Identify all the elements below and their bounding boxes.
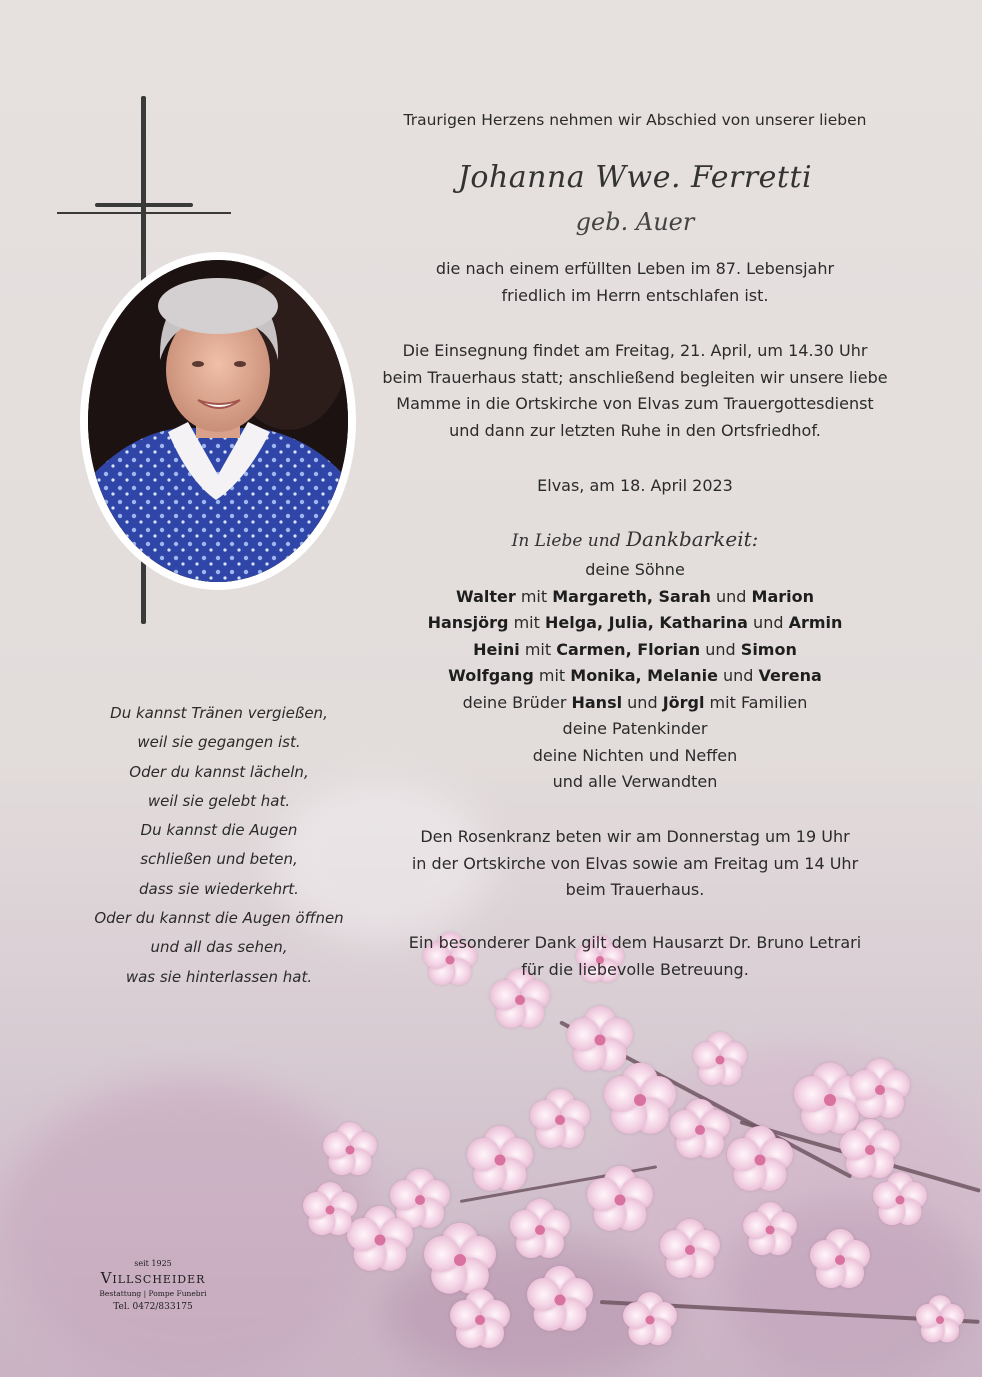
family-member-name: Hansjörg xyxy=(427,613,509,632)
family-text: und xyxy=(717,666,759,685)
logo-subtitle: Bestattung | Pompe Funebri xyxy=(99,1289,207,1298)
thanks-text xyxy=(380,930,890,983)
family-line xyxy=(380,584,890,611)
family-list xyxy=(380,557,890,796)
maiden-name: geb. Auer xyxy=(575,208,695,236)
family-line xyxy=(380,610,890,637)
family-line xyxy=(380,743,890,770)
family-text: deine Söhne xyxy=(585,560,685,579)
family-member-name: Verena xyxy=(758,666,822,685)
deceased-name: Johanna Wwe. Ferretti xyxy=(457,160,813,195)
text-line: Ein besonderer Dank gilt dem Hausarzt Dr. Bruno Letrari xyxy=(408,933,862,952)
rosary-text xyxy=(380,824,890,904)
funeral-home-logo xyxy=(86,1259,220,1312)
family-member-name: Monika, Melanie xyxy=(570,666,718,685)
family-member-name: Hansl xyxy=(571,692,623,712)
family-line xyxy=(380,557,890,584)
family-line xyxy=(380,769,890,796)
poem-line: Du kannst die Augen xyxy=(140,821,298,840)
in-love-heading xyxy=(380,527,890,551)
portrait-frame xyxy=(80,252,356,590)
family-line xyxy=(380,637,890,664)
family-text: und xyxy=(622,692,663,712)
family-line xyxy=(380,716,890,743)
text-line: beim Trauerhaus statt; anschließend begleiten wir unsere liebe xyxy=(382,367,888,387)
family-text: mit Familien xyxy=(704,692,808,712)
family-text: mit xyxy=(515,586,553,606)
logo-since: seit 1925 xyxy=(134,1259,172,1268)
family-member-name: Helga, Julia, Katharina xyxy=(544,613,748,632)
poem-line: weil sie gelebt hat. xyxy=(147,791,291,810)
family-member-name: Armin xyxy=(788,613,843,632)
family-text: und xyxy=(700,639,741,659)
family-text: und xyxy=(747,613,789,632)
text-line: in der Ortskirche von Elvas sowie am Freitag um 14 Uhr xyxy=(411,853,859,873)
family-member-name: Walter xyxy=(455,586,516,606)
family-member-name: Margareth, Sarah xyxy=(552,586,711,606)
text-line: Den Rosenkranz beten wir am Donnerstag um 19 Uhr xyxy=(420,827,850,846)
text-line: für die liebevolle Betreuung. xyxy=(521,959,749,979)
family-member-name: Carmen, Florian xyxy=(556,639,701,659)
poem-line: Du kannst Tränen vergießen, xyxy=(110,704,328,722)
family-text: und xyxy=(710,586,752,606)
text-line: Die Einsegnung findet am Freitag, 21. April, um 14.30 Uhr xyxy=(402,341,868,360)
family-line xyxy=(380,690,890,717)
poem-line: dass sie wiederkehrt. xyxy=(139,879,299,898)
love-big: Dankbarkeit: xyxy=(626,527,759,551)
text-line: Mamme in die Ortskirche von Elvas zum Trauergottesdienst xyxy=(396,394,874,413)
family-member-name: Jörgl xyxy=(662,692,705,712)
love-small: In Liebe und xyxy=(511,531,626,551)
family-text: mit xyxy=(508,613,545,632)
text-line: die nach einem erfüllten Leben im 87. Lebensjahr xyxy=(435,259,835,278)
family-member-name: Wolfgang xyxy=(448,666,534,685)
family-text: deine Patenkinder xyxy=(562,719,708,738)
intro-text: Traurigen Herzens nehmen wir Abschied von unserer lieben xyxy=(403,111,867,129)
family-text: deine Brüder xyxy=(462,692,572,712)
place-date: Elvas, am 18. April 2023 xyxy=(537,476,733,495)
poem-line: was sie hinterlassen hat. xyxy=(125,967,313,986)
family-text: und alle Verwandten xyxy=(552,772,718,791)
family-text: mit xyxy=(533,666,571,685)
funeral-text xyxy=(380,338,890,444)
poem-line: Oder du kannst lächeln, xyxy=(129,762,309,781)
family-member-name: Heini xyxy=(473,639,520,659)
poem-line: weil sie gegangen ist. xyxy=(137,733,301,752)
poem-line: und all das sehen, xyxy=(150,938,288,957)
text-line: und dann zur letzten Ruhe in den Ortsfriedhof. xyxy=(449,420,821,440)
family-member-name: Marion xyxy=(751,586,814,606)
text-line: beim Trauerhaus. xyxy=(565,880,705,899)
family-line xyxy=(380,663,890,690)
portrait-photo xyxy=(88,260,348,582)
poem xyxy=(60,699,378,992)
passing-text xyxy=(380,256,890,309)
family-text: mit xyxy=(519,639,557,659)
text-line: friedlich im Herrn entschlafen ist. xyxy=(501,285,769,305)
family-member-name: Simon xyxy=(740,639,797,659)
logo-phone: Tel. 0472/833175 xyxy=(113,1302,193,1312)
logo-brand: Villscheider xyxy=(100,1269,206,1287)
poem-line: schließen und beten, xyxy=(140,850,298,869)
family-text: deine Nichten und Neffen xyxy=(532,745,738,765)
poem-line: Oder du kannst die Augen öffnen xyxy=(94,909,344,928)
